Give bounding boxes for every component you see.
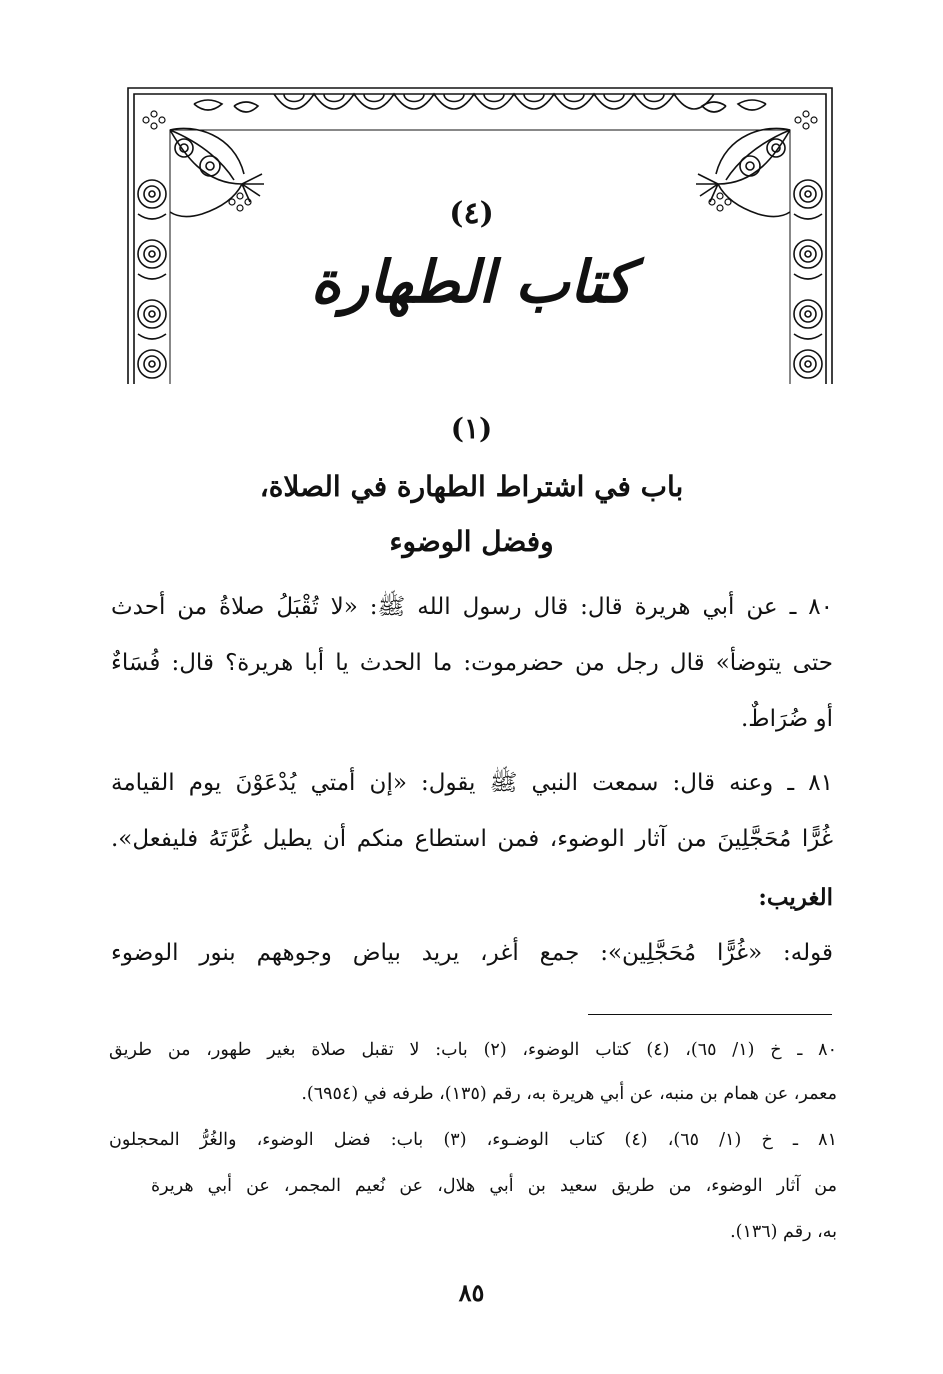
body-line-7: قوله: «غُرًّا مُحَجَّلِين»: جمع أغر، يريد بياض وجوههم بنور الوضوء bbox=[111, 940, 833, 966]
footnote-line-4: من آثار الوضوء، من طريق سعيد بن أبي هلال، عن نُعيم المجمر، عن أبي هريرة bbox=[151, 1176, 837, 1196]
footnote-line-1: ٨٠ ـ خ (١/ ٦٥)، (٤) كتاب الوضوء، (٢) باب: لا تقبل صلاة بغير طهور، من طريق bbox=[109, 1040, 837, 1060]
ornamental-frame bbox=[124, 84, 836, 384]
footnote-line-2: معمر، عن همام بن منبه، عن أبي هريرة به، رقم (١٣٥)، طرفه في (٦٩٥٤). bbox=[301, 1084, 837, 1104]
section-title-line-2: وفضل الوضوء bbox=[389, 525, 554, 558]
body-line-1: ٨٠ ـ عن أبي هريرة قال: قال رسول الله ﷺ: «لا تُقْبَلُ صلاةُ من أحدث bbox=[111, 594, 833, 620]
body-line-6-heading: الغريب: bbox=[758, 884, 833, 911]
chapter-title: كتاب الطهارة bbox=[310, 248, 633, 316]
body-line-5: غُرًّا مُحَجَّلِينَ من آثار الوضوء، فمن استطاع منكم أن يطيل غُرَّتَهُ فليفعل». bbox=[111, 826, 833, 852]
footnote-line-5: به، رقم (١٣٦). bbox=[730, 1222, 837, 1242]
section-title-line-1: باب في اشتراط الطهارة في الصلاة، bbox=[259, 470, 684, 503]
footnote-line-3: ٨١ ـ خ (١/ ٦٥)، (٤) كتاب الوضـوء، (٣) باب: فضل الوضوء، والغُرُّ المحجلون bbox=[109, 1130, 837, 1150]
page-number: ٨٥ bbox=[458, 1278, 485, 1307]
body-line-4: ٨١ ـ وعنه قال: سمعت النبي ﷺ يقول: «إن أمتي يُدْعَوْنَ يوم القيامة bbox=[111, 770, 833, 796]
body-line-2: حتى يتوضأ» قال رجل من حضرموت: ما الحدث يا أبا هريرة؟ قال: فُسَاءٌ bbox=[111, 650, 833, 676]
footnote-separator bbox=[588, 1014, 832, 1015]
section-number: (١) bbox=[450, 412, 493, 445]
chapter-number: (٤) bbox=[449, 196, 494, 231]
body-line-3: أو ضُرَاطٌ. bbox=[741, 706, 833, 732]
